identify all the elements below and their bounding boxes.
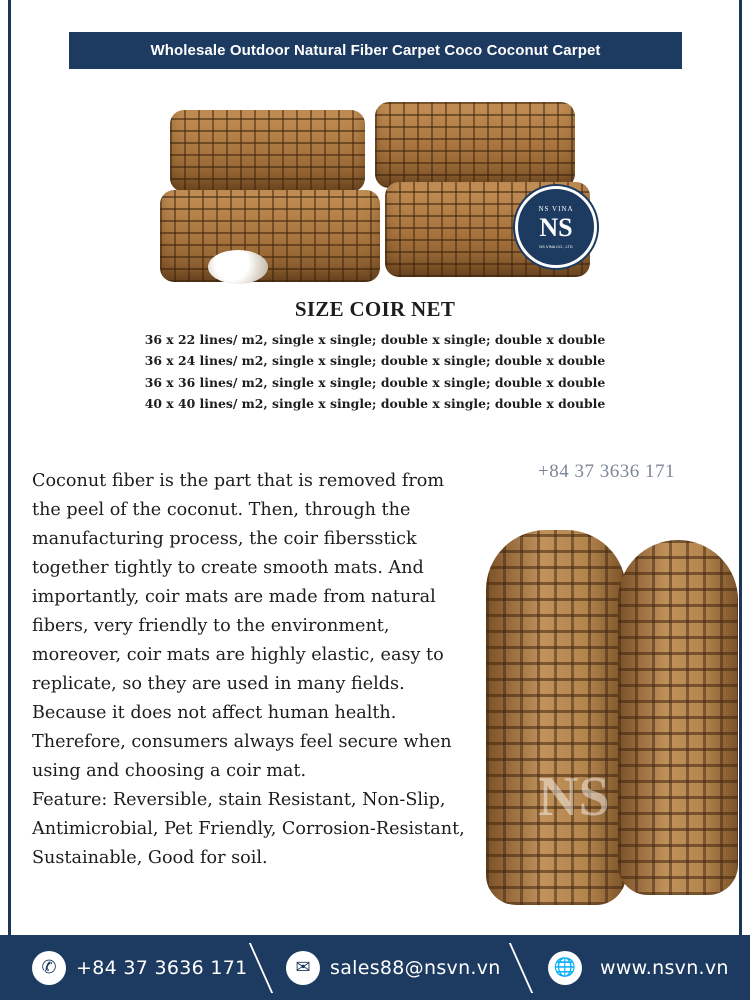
size-title: SIZE COIR NET bbox=[294, 297, 456, 321]
features-text: Feature: Reversible, stain Resistant, Non-Slip, Antimicrobial, Pet Friendly, Corrosion-Resistant, Sustainable, Good for soil. bbox=[32, 790, 465, 868]
footer-website[interactable]: 🌐 www.nsvn.vn bbox=[548, 935, 729, 1000]
globe-icon: 🌐 bbox=[548, 951, 582, 985]
side-phone: +84 37 3636 171 bbox=[538, 461, 675, 482]
size-line: 36 x 22 lines/ m2, single x single; double x single; double x double bbox=[144, 332, 606, 347]
footer-phone[interactable]: ✆ +84 37 3636 171 bbox=[32, 935, 248, 1000]
footer-email[interactable]: ✉ sales88@nsvn.vn bbox=[286, 935, 501, 1000]
size-line: 36 x 24 lines/ m2, single x single; double x single; double x double bbox=[144, 353, 606, 369]
cotton-decoration bbox=[208, 250, 268, 284]
coir-net-rolls-photo bbox=[478, 510, 748, 910]
description bbox=[32, 467, 472, 873]
size-line: 36 x 36 lines/ m2, single x single; double x single; double x double bbox=[144, 374, 606, 390]
page-title bbox=[69, 32, 682, 69]
contact-footer bbox=[0, 935, 750, 1000]
left-border bbox=[8, 0, 11, 935]
page-title-text: Wholesale Outdoor Natural Fiber Carpet Coco Coconut Carpet bbox=[150, 42, 601, 59]
footer-divider bbox=[249, 943, 273, 993]
size-line: 40 x 40 lines/ m2, single x single; double x single; double x double bbox=[144, 395, 606, 411]
phone-icon: ✆ bbox=[32, 951, 66, 985]
description-paragraph: Coconut fiber is the part that is removed from the peel of the coconut. Then, through the manufacturing process, the coir fibersstick together tightly to create smooth mats. And importantly, coir mats are made from natural fibers, very friendly to the environment, moreover, coir mats are highly elastic, easy to replicate, so they are used in many fields. Because it does not affect human health. Therefore, consumers always feel secure when using and choosing a coir mat. bbox=[32, 471, 452, 781]
mail-icon: ✉ bbox=[286, 951, 320, 985]
size-list bbox=[0, 329, 750, 414]
watermark-logo: NS bbox=[538, 766, 610, 828]
ns-vina-logo: NS VINA NS NS VINA CO., LTD bbox=[515, 186, 597, 268]
footer-divider bbox=[509, 943, 533, 993]
